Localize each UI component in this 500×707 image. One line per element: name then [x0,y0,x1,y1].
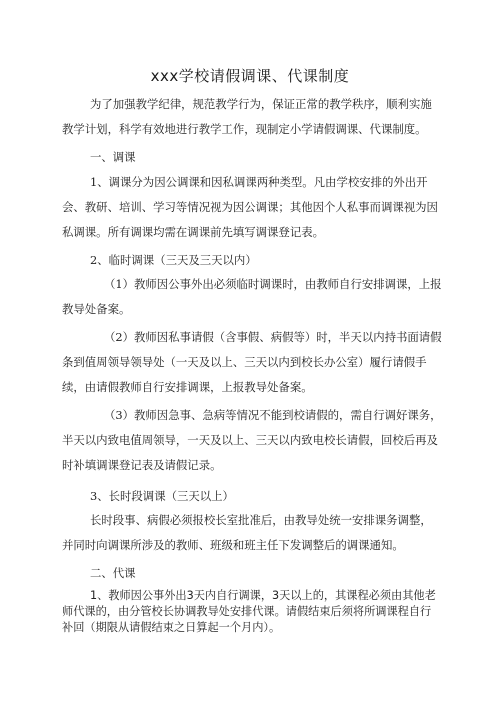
item-temporary-public: （1）教师因公事外出必须临时调课时，由教师自行安排调课，上报教导处备案。 [62,277,442,316]
paragraph-daike: 1、教师因公事外出3天内自行调课，3天以上的，其课程必须由其他老师代课的，由分管校长协调教导处安排代课。请假结束后须将所调课程自行补回（期限从请假结束之日算起一个月内）。 [62,589,436,634]
section-heading-tiaoke: 一、调课 [90,150,136,164]
item-temporary-emergency: （3）教师因急事、急病等情况不能到校请假的，需自行调好课务，半天以内致电值周领导，一天及以上、三天以内致电校长请假，回校后再及时补填调课登记表及请假记录。 [62,408,442,472]
section-heading-daike: 二、代课 [90,566,136,580]
subheading-temporary: 2、临时调课（三天及三天以内） [90,253,257,267]
paragraph-tiaoke-types: 1、调课分为因公调课和因私调课两种类型。凡由学校安排的外出开会、教研、培训、学习等情况视为因公调课；其他因个人私事而调课视为因私调课。所有调课均需在调课前先填写调课登记表。 [62,175,438,239]
intro-paragraph: 为了加强教学纪律，规范教学行为，保证正常的教学秩序，顺利实施教学计划，科学有效地进行教学工作，现制定小学请假调课、代课制度。 [62,97,432,136]
paragraph-long-term: 长时段事、病假必须报校长室批准后，由教导处统一安排课务调整，并同时向调课所涉及的教师、班级和班主任下发调整后的调课通知。 [62,513,432,552]
item-temporary-private: （2）教师因私事请假（含事假、病假等）时，半天以内持书面请假条到值周领导领导处（一天及以上、三天以内到校长办公室）履行请假手续，由请假教师自行安排调课，上报教导处备案。 [62,330,442,394]
document-title: xxx学校请假调课、代课制度 [150,67,350,85]
subheading-long-term: 3、长时段调课（三天以上） [90,489,234,503]
